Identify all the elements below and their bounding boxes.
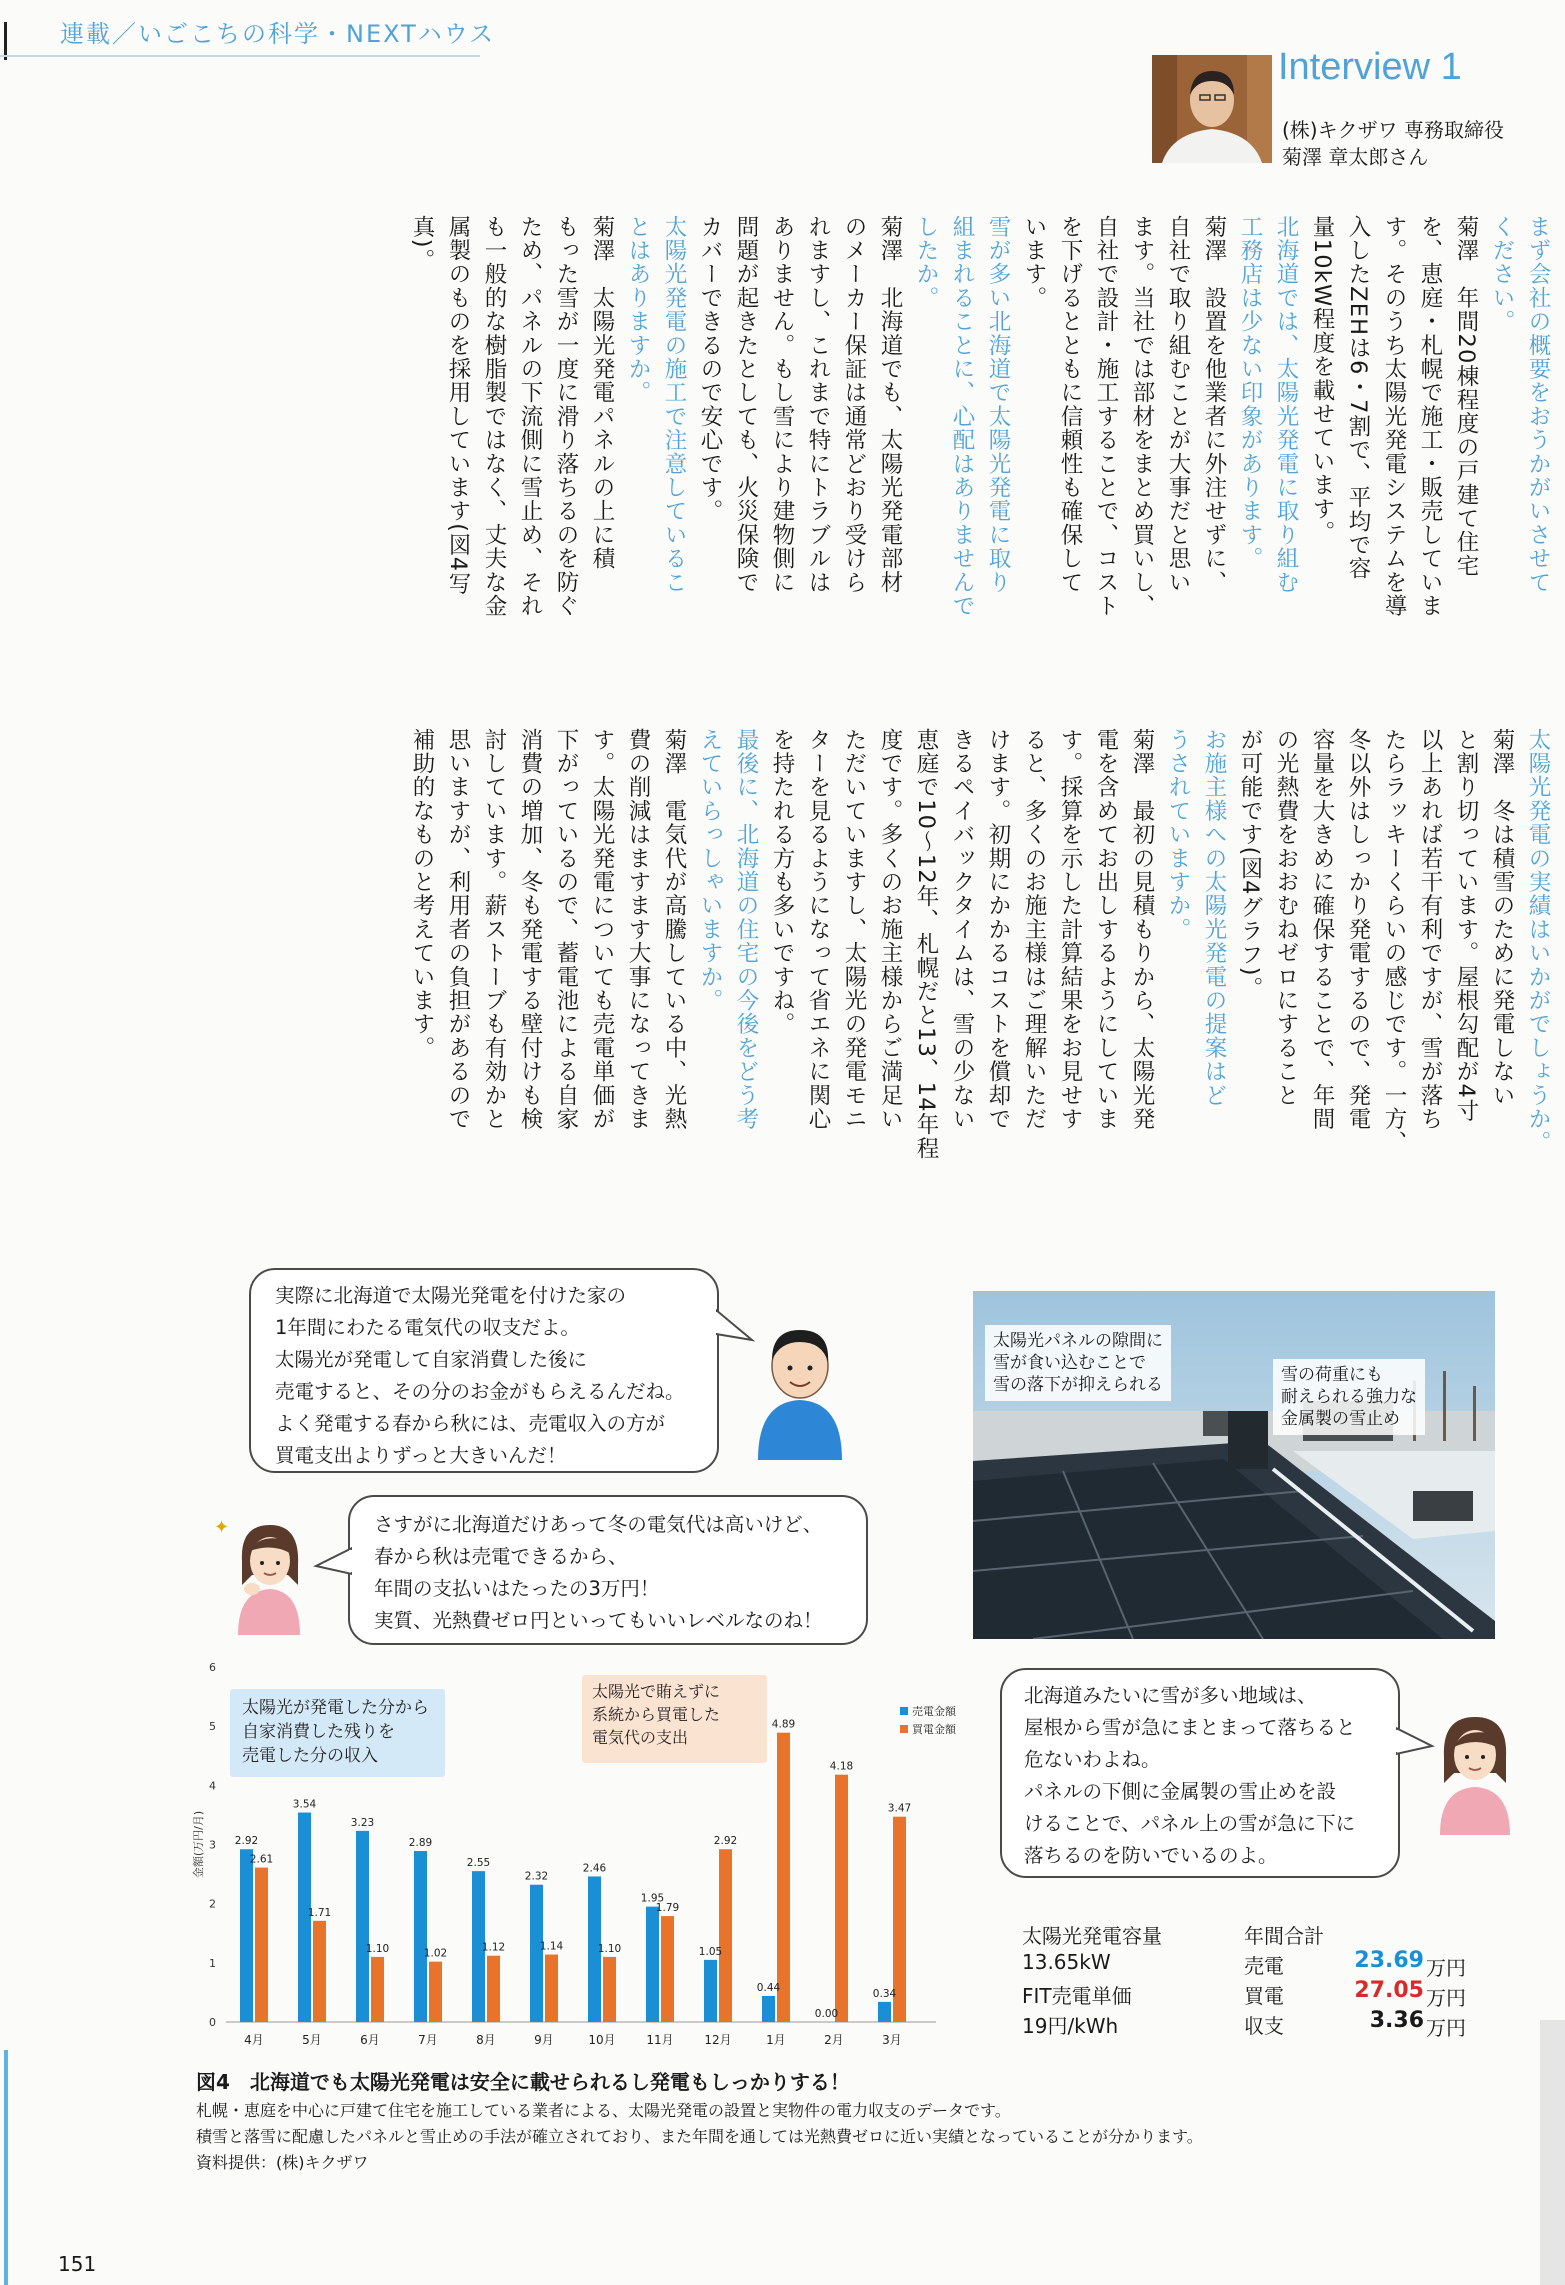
x-tick-label: 2月 bbox=[824, 2033, 844, 2047]
annotation-sell-text: 売電した分の収入 bbox=[242, 1746, 378, 1766]
x-tick-label: 8月 bbox=[476, 2033, 496, 2047]
sell-total-value: 23.69 bbox=[1354, 1948, 1424, 1973]
annual-total-label: 年間合計 bbox=[1244, 1924, 1324, 1948]
answer-line: ます。当社では部材をまとめ買いし、 bbox=[1129, 215, 1155, 618]
question-line: えていらっしゃいますか。 bbox=[697, 728, 723, 1013]
answer-line: 電を含めてお出しするようにしていま bbox=[1093, 728, 1119, 1131]
bubble-line: 1年間にわたる電気代の収支だよ。 bbox=[275, 1316, 580, 1339]
bar-buy bbox=[835, 1775, 848, 2022]
buy-total-value: 27.05 bbox=[1354, 1978, 1424, 2003]
annotation-buy-text: 太陽光で賄えずに bbox=[592, 1682, 721, 1701]
answer-line: 以上あれば若干有利ですが、雪が落ち bbox=[1417, 728, 1443, 1131]
article-upper-block bbox=[196, 215, 1556, 700]
balance-value: 3.36 bbox=[1369, 2008, 1424, 2033]
question-line: まず会社の概要をおうかがいさせて bbox=[1525, 215, 1551, 595]
buy-total-label: 買電 bbox=[1244, 1984, 1284, 2008]
data-label-buy: 1.12 bbox=[481, 1941, 506, 1954]
capacity-value: 13.65kW bbox=[1022, 1950, 1111, 1974]
annotation-sell-text: 太陽光が発電した分から bbox=[242, 1698, 429, 1718]
capacity-label: 太陽光発電容量 bbox=[1022, 1924, 1162, 1948]
question-line: 組まれることに、心配はありませんで bbox=[949, 215, 975, 618]
bar-sell bbox=[762, 1996, 775, 2022]
bar-sell bbox=[646, 1907, 659, 2022]
answer-line: 下がっているので、蓄電池による自家 bbox=[553, 728, 579, 1131]
answer-line: 自社で取り組むことが大事だと思い bbox=[1165, 215, 1191, 595]
y-tick-label: 3 bbox=[209, 1838, 216, 1852]
bar-buy bbox=[371, 1957, 384, 2022]
answer-line: もった雪が一度に滑り落ちるのを防ぐ bbox=[553, 215, 579, 618]
page-number: 151 bbox=[58, 2252, 97, 2276]
answer-line: す。採算を示した計算結果をお見せす bbox=[1057, 728, 1083, 1131]
bubble-line: 売電すると、その分のお金がもらえるんだね。 bbox=[275, 1380, 685, 1403]
bubble-line: 実質、光熱費ゼロ円といってもいいレベルなのね！ bbox=[374, 1609, 823, 1632]
answer-line: ターを見るようになって省エネに関心 bbox=[805, 728, 831, 1131]
legend-entry: 買電金額 bbox=[912, 1723, 956, 1736]
data-label-buy: 1.14 bbox=[539, 1940, 564, 1953]
photo-caption-right: 雪の荷重にも 耐えられる強力な 金属製の雪止め bbox=[1273, 1359, 1425, 1435]
photo-caption-left: 太陽光パネルの隙間に 雪が食い込むことで 雪の落下が抑えられる bbox=[985, 1325, 1171, 1401]
fit-label: FIT売電単価 bbox=[1022, 1984, 1132, 2008]
bar-sell bbox=[530, 1885, 543, 2022]
y-tick-label: 1 bbox=[209, 1956, 216, 1970]
bubble-line: よく発電する春から秋には、売電収入の方が bbox=[275, 1412, 666, 1435]
series-title: 連載／いごこちの科学・NEXTハウス bbox=[60, 20, 496, 48]
y-tick-label: 0 bbox=[209, 2016, 216, 2029]
answer-line: を持たれる方も多いですね。 bbox=[769, 728, 795, 1037]
data-label-sell: 2.32 bbox=[524, 1870, 549, 1883]
bubble-line: 買電支出よりずっと大きいんだ！ bbox=[275, 1444, 567, 1467]
answer-line: 問題が起きたとしても、火災保険で bbox=[733, 215, 759, 595]
bubble-line: 太陽光が発電して自家消費した後に bbox=[275, 1348, 588, 1371]
answer-line: ため、パネルの下流側に雪止め、それ bbox=[517, 215, 543, 618]
answer-line: ただいていますし、太陽光の発電モニ bbox=[841, 728, 867, 1131]
data-label-sell: 2.46 bbox=[582, 1862, 607, 1875]
bubble-line: 春から秋は売電できるから、 bbox=[374, 1545, 628, 1568]
legend-swatch bbox=[900, 1707, 908, 1715]
figure-description-1: 札幌・恵庭を中心に戸建て住宅を施工している業者による、太陽光発電の設置と実物件の電力収支のデータです。 bbox=[196, 2101, 1011, 2120]
figure-source: 資料提供：(株)キクザワ bbox=[196, 2153, 369, 2172]
annotation-buy-text: 電気代の支出 bbox=[592, 1728, 689, 1747]
data-label-buy: 4.89 bbox=[771, 1718, 796, 1731]
answer-line: れますし、これまで特にトラブルは bbox=[805, 215, 831, 595]
answer-line: ると、多くのお施主様はご理解いただ bbox=[1021, 728, 1047, 1131]
bubble-line: けることで、パネル上の雪が急に下に bbox=[1024, 1812, 1356, 1835]
x-tick-label: 12月 bbox=[704, 2033, 732, 2047]
legend-entry: 売電金額 bbox=[912, 1705, 956, 1718]
answer-line: 菊澤 太陽光発電パネルの上に積 bbox=[589, 215, 615, 571]
data-label-sell: 0.00 bbox=[814, 2008, 839, 2020]
svg-text:✦: ✦ bbox=[214, 1517, 230, 1538]
answer-line: 菊澤 設置を他業者に外注せずに、 bbox=[1201, 215, 1227, 595]
sell-total-label: 売電 bbox=[1244, 1954, 1284, 1978]
answer-line: 菊澤 冬は積雪のために発電しない bbox=[1489, 728, 1515, 1108]
question-line: お施主様への太陽光発電の提案はど bbox=[1201, 728, 1227, 1108]
bar-buy bbox=[545, 1955, 558, 2022]
question-line: 太陽光発電の施工で注意しているこ bbox=[661, 215, 687, 595]
annotation-sell-text: 自家消費した残りを bbox=[242, 1722, 395, 1742]
figure-title: 図4 北海道でも太陽光発電は安全に載せられるし発電もしっかりする！ bbox=[196, 2070, 850, 2094]
question-line: うされていますか。 bbox=[1165, 728, 1191, 942]
bubble-line: 危ないわよね。 bbox=[1024, 1748, 1161, 1771]
answer-line: も一般的な樹脂製ではなく、丈夫な金 bbox=[481, 215, 507, 618]
bar-buy bbox=[313, 1921, 326, 2022]
answer-line: けます。初期にかかるコストを償却で bbox=[985, 728, 1011, 1131]
answer-line: います。 bbox=[1021, 215, 1047, 310]
x-tick-label: 1月 bbox=[766, 2033, 786, 2047]
answer-line: ありません。もし雪により建物側に bbox=[769, 215, 795, 595]
y-tick-label: 2 bbox=[209, 1897, 216, 1911]
question-line: 工務店は少ない印象があります。 bbox=[1237, 215, 1263, 571]
x-tick-label: 4月 bbox=[244, 2033, 264, 2047]
data-label-sell: 2.55 bbox=[466, 1857, 491, 1870]
figure-description-2: 積雪と落雪に配慮したパネルと雪止めの手法が確立されており、また年間を通しては光熱費ゼロに近い実績となっていることが分かります。 bbox=[196, 2127, 1203, 2146]
data-label-buy: 2.92 bbox=[713, 1835, 738, 1848]
speech-bubble-woman-1 bbox=[348, 1495, 868, 1645]
speech-bubble-woman-2 bbox=[1000, 1668, 1400, 1878]
bar-sell bbox=[878, 2002, 891, 2022]
bubble-line: 落ちるのを防いでいるのよ。 bbox=[1024, 1844, 1278, 1867]
answer-line: 思いますが、利用者の負担があるので bbox=[445, 728, 471, 1131]
data-label-buy: 1.02 bbox=[423, 1947, 448, 1960]
answer-line: 菊澤 最初の見積もりから、太陽光発 bbox=[1129, 728, 1155, 1131]
question-line: したか。 bbox=[913, 215, 939, 310]
answer-line: 費の削減はますます大事になってきま bbox=[625, 728, 651, 1131]
answer-line: が可能です(図4グラフ)。 bbox=[1237, 728, 1263, 1001]
bar-buy bbox=[429, 1962, 442, 2022]
bar-buy bbox=[661, 1916, 674, 2022]
question-line: ください。 bbox=[1489, 215, 1515, 334]
data-label-buy: 4.18 bbox=[829, 1760, 854, 1773]
data-label-sell: 1.05 bbox=[698, 1945, 723, 1958]
bubble-line: 北海道みたいに雪が多い地域は、 bbox=[1024, 1684, 1317, 1707]
fit-value: 19円/kWh bbox=[1022, 2014, 1119, 2038]
answer-line: 菊澤 北海道でも、太陽光発電部材 bbox=[877, 215, 903, 595]
bubble-line: 年間の支払いはたったの3万円！ bbox=[374, 1577, 660, 1600]
bubble-tail bbox=[716, 1300, 756, 1360]
data-label-sell: 0.44 bbox=[756, 1981, 781, 1994]
answer-line: 討しています。薪ストーブも有効かと bbox=[481, 728, 507, 1131]
answer-line: を、恵庭・札幌で施工・販売していま bbox=[1417, 215, 1443, 618]
data-label-buy: 1.10 bbox=[365, 1942, 390, 1955]
question-line: とはありますか。 bbox=[625, 215, 651, 405]
answer-line: 補助的なものと考えています。 bbox=[409, 728, 435, 1060]
article-lower-block bbox=[196, 728, 1556, 1248]
bar-buy bbox=[487, 1956, 500, 2022]
answer-line: 冬以外はしっかり発電するので、発電 bbox=[1345, 728, 1371, 1131]
interviewee-name: 菊澤 章太郎さん bbox=[1282, 145, 1429, 169]
bar-sell bbox=[240, 1849, 253, 2022]
bar-sell bbox=[356, 1831, 369, 2022]
interviewee-company: (株)キクザワ 専務取締役 bbox=[1282, 118, 1504, 142]
answer-line: 入したZEHは6・7割で、平均で容 bbox=[1345, 215, 1371, 581]
answer-line: カバーできるので安心です。 bbox=[697, 215, 723, 524]
question-line: 北海道では、太陽光発電に取り組む bbox=[1273, 215, 1299, 595]
answer-line: 菊澤 電気代が高騰している中、光熱 bbox=[661, 728, 687, 1131]
x-tick-label: 11月 bbox=[646, 2033, 674, 2047]
speech-bubble-man bbox=[249, 1268, 719, 1473]
annotation-buy-text: 系統から買電した bbox=[592, 1705, 721, 1724]
answer-line: を下げるとともに信頼性も確保して bbox=[1057, 215, 1083, 595]
x-tick-label: 9月 bbox=[534, 2033, 554, 2047]
question-line: 雪が多い北海道で太陽光発電に取り bbox=[985, 215, 1011, 595]
data-label-sell: 3.54 bbox=[292, 1798, 317, 1811]
question-line: 太陽光発電の実績はいかがでしょうか。 bbox=[1525, 728, 1551, 1155]
unit-label: 万円 bbox=[1426, 1956, 1466, 1980]
answer-line: 菊澤 年間20棟程度の戸建て住宅 bbox=[1453, 215, 1479, 578]
bar-sell bbox=[414, 1851, 427, 2022]
answer-line: のメーカー保証は通常どおり受けら bbox=[841, 215, 867, 595]
answer-line: 量10kW程度を載せています。 bbox=[1309, 215, 1335, 545]
roof-photo bbox=[973, 1291, 1495, 1639]
bubble-line: パネルの下側に金属製の雪止めを設 bbox=[1024, 1780, 1337, 1803]
bubble-tail bbox=[312, 1540, 352, 1590]
x-tick-label: 6月 bbox=[360, 2033, 380, 2047]
data-label-sell: 2.92 bbox=[234, 1835, 259, 1848]
y-tick-label: 5 bbox=[209, 1720, 216, 1734]
answer-line: 属製のものを採用しています(図4写 bbox=[445, 215, 471, 596]
bubble-line: 屋根から雪が急にまとまって落ちると bbox=[1024, 1716, 1356, 1739]
bar-sell bbox=[704, 1960, 717, 2022]
data-label-buy: 1.10 bbox=[597, 1942, 622, 1955]
bar-chart bbox=[180, 1655, 980, 2065]
bar-buy bbox=[603, 1957, 616, 2022]
unit-label: 万円 bbox=[1426, 2016, 1466, 2040]
x-tick-label: 7月 bbox=[418, 2033, 438, 2047]
balance-label: 収支 bbox=[1244, 2014, 1284, 2038]
answer-line: す。そのうち太陽光発電システムを導 bbox=[1381, 215, 1407, 618]
data-label-sell: 0.34 bbox=[872, 1987, 897, 2000]
answer-line: 度です。多くのお施主様からご満足い bbox=[877, 728, 903, 1131]
woman-illustration-1 bbox=[212, 1505, 302, 1635]
answer-line: 真)。 bbox=[409, 215, 435, 273]
woman-illustration-2 bbox=[1430, 1695, 1520, 1835]
legend-swatch bbox=[900, 1725, 908, 1733]
answer-line: 自社で設計・施工することで、コスト bbox=[1093, 215, 1119, 618]
answer-line: 消費の増加、冬も発電する壁付けも検 bbox=[517, 728, 543, 1131]
question-line: 最後に、北海道の住宅の今後をどう考 bbox=[733, 728, 759, 1131]
x-tick-label: 10月 bbox=[588, 2033, 616, 2047]
data-label-buy: 1.71 bbox=[307, 1906, 332, 1919]
answer-line: たらラッキーくらいの感じです。一方、 bbox=[1381, 728, 1407, 1155]
x-tick-label: 5月 bbox=[302, 2033, 322, 2047]
interview-title: Interview 1 bbox=[1278, 46, 1462, 88]
y-tick-label: 4 bbox=[209, 1779, 216, 1793]
bubble-line: さすがに北海道だけあって冬の電気代は高いけど、 bbox=[374, 1513, 823, 1536]
bubble-line: 実際に北海道で太陽光発電を付けた家の bbox=[275, 1284, 627, 1307]
portrait-photo bbox=[1152, 55, 1272, 163]
x-tick-label: 3月 bbox=[882, 2033, 902, 2047]
data-label-buy: 3.47 bbox=[887, 1802, 912, 1815]
header-rule bbox=[0, 55, 480, 57]
margin-accent bbox=[4, 2050, 8, 2285]
unit-label: 万円 bbox=[1426, 1986, 1466, 2010]
answer-line: す。太陽光発電についても売電単価が bbox=[589, 728, 615, 1131]
data-label-sell: 1.95 bbox=[640, 1892, 665, 1905]
answer-line: きるペイバックタイムは、雪の少ない bbox=[949, 728, 975, 1131]
data-label-sell: 3.23 bbox=[350, 1816, 375, 1829]
bar-buy bbox=[719, 1849, 732, 2022]
bar-buy bbox=[255, 1868, 268, 2022]
y-tick-label: 6 bbox=[209, 1661, 216, 1674]
data-label-sell: 2.89 bbox=[408, 1837, 433, 1850]
answer-line: と割り切っています。屋根勾配が4寸 bbox=[1453, 728, 1479, 1123]
answer-line: の光熱費をおおむねゼロにすること bbox=[1273, 728, 1299, 1108]
y-axis-label: 金額(万円/月) bbox=[192, 1810, 205, 1879]
answer-line: 容量を大きめに確保することで、年間 bbox=[1309, 728, 1335, 1131]
data-label-buy: 2.61 bbox=[249, 1853, 274, 1866]
data-label-buy: 1.79 bbox=[655, 1902, 680, 1915]
page-edge bbox=[1540, 2020, 1565, 2285]
answer-line: 恵庭で10〜12年、札幌だと13、14年程 bbox=[913, 728, 939, 1161]
bar-buy bbox=[777, 1733, 790, 2022]
man-illustration bbox=[752, 1310, 848, 1460]
